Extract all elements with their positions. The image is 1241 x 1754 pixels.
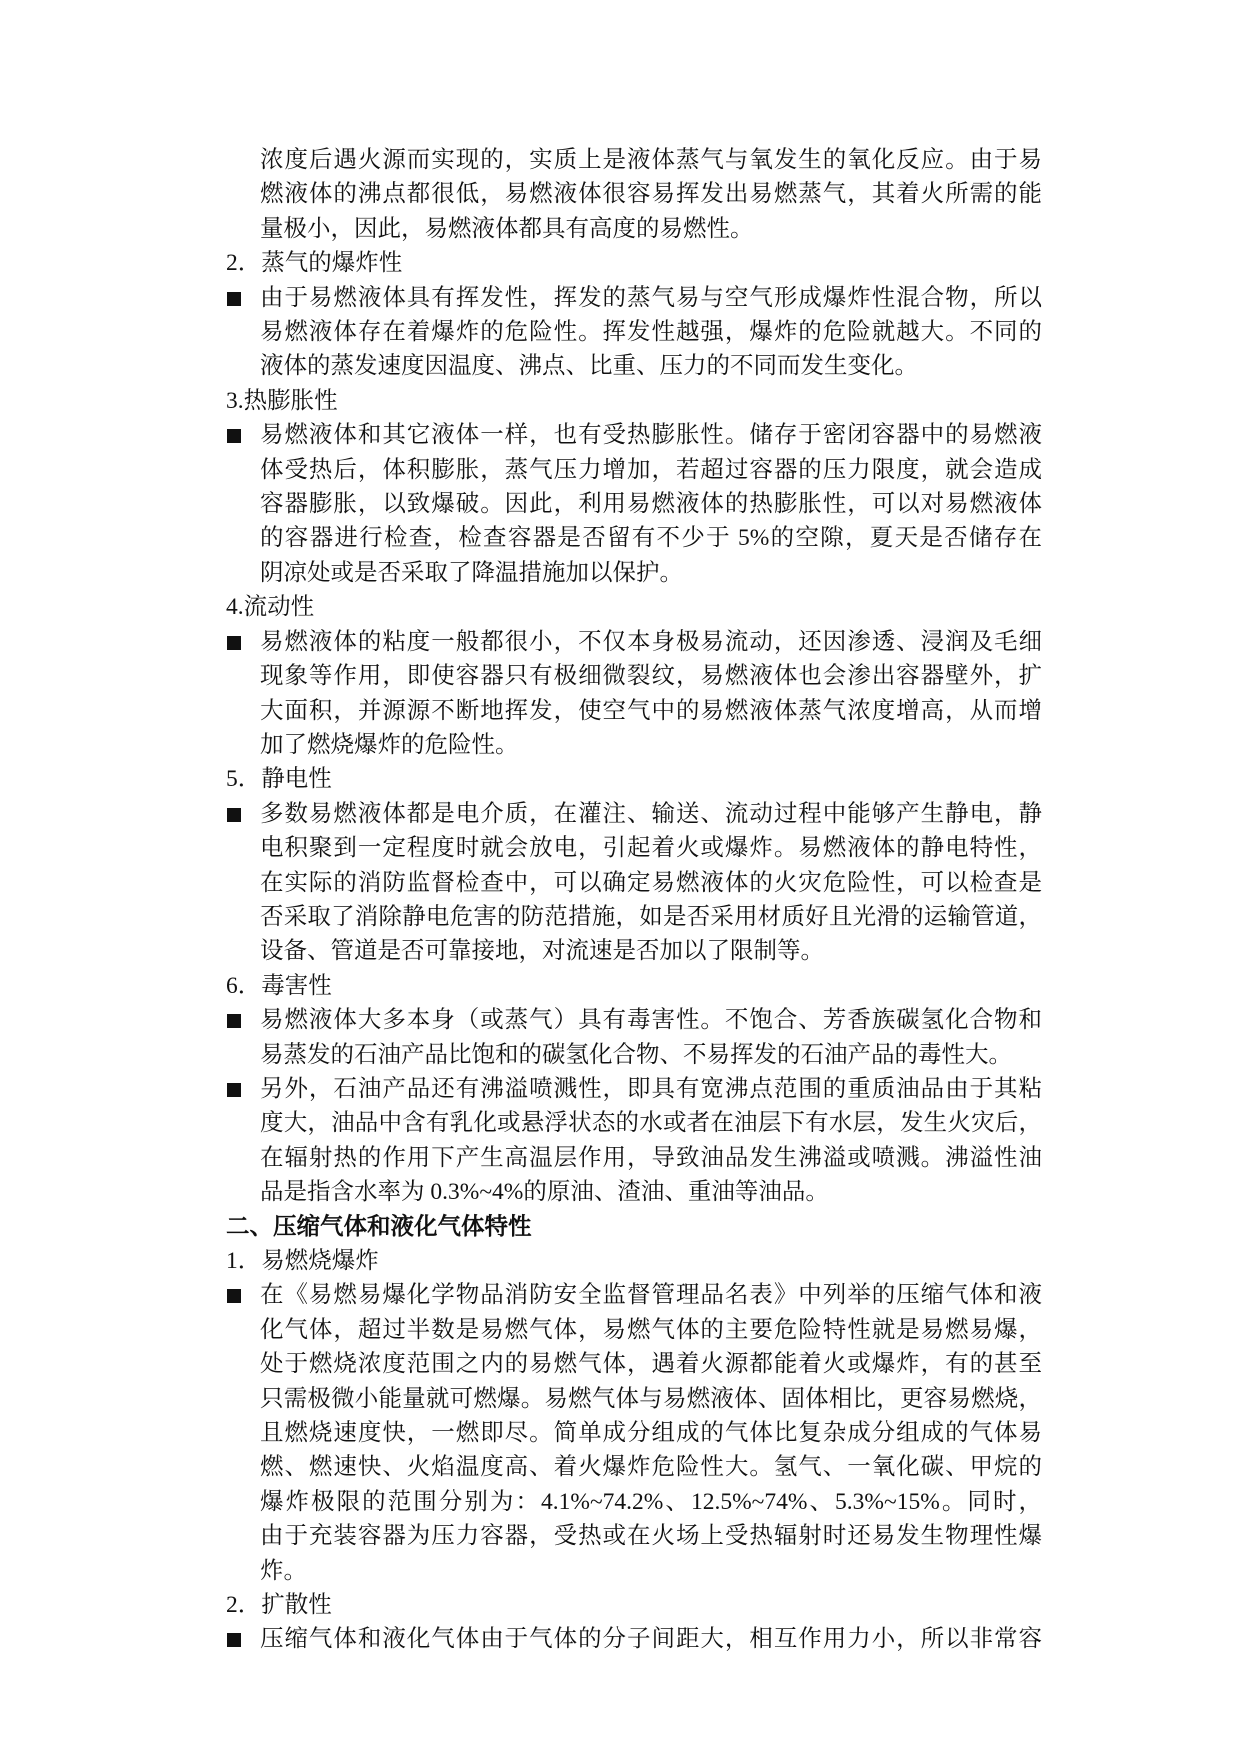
text-line: 体受热后，体积膨胀，蒸气压力增加，若超过容器的压力限度，就会造成	[260, 456, 1042, 483]
text-line: 易蒸发的石油产品比饱和的碳氢化合物、不易挥发的石油产品的毒性大。	[260, 1041, 1012, 1068]
text-line: 容器膨胀，以致爆破。因此，利用易燃液体的热膨胀性，可以对易燃液体	[260, 491, 1042, 518]
bullet-paragraph	[226, 281, 1042, 384]
text-line: 量极小，因此，易燃液体都具有高度的易燃性。	[260, 215, 754, 242]
text-line: 否采取了消除静电危害的防范措施，如是否采用材质好且光滑的运输管道，	[260, 903, 1042, 930]
text-line: 电积聚到一定程度时就会放电，引起着火或爆炸。易燃液体的静电特性，	[260, 835, 1042, 862]
square-bullet-icon	[227, 1083, 241, 1097]
text-line: 只需极微小能量就可燃爆。易燃气体与易燃液体、固体相比，更容易燃烧，	[260, 1385, 1042, 1412]
bullet-paragraph	[226, 1278, 1042, 1588]
section-heading: 二、压缩气体和液化气体特性	[226, 1213, 532, 1240]
paragraph	[226, 143, 1042, 246]
text-line: 炸。	[260, 1557, 307, 1584]
text-line: 燃液体的沸点都很低，易燃液体很容易挥发出易燃蒸气，其着火所需的能	[260, 181, 1042, 208]
text-line: 化气体，超过半数是易燃气体，易燃气体的主要危险特性就是易燃易爆，	[260, 1316, 1042, 1343]
square-bullet-icon	[227, 1633, 241, 1647]
bullet-paragraph	[226, 418, 1042, 590]
document-body	[226, 143, 1042, 1657]
text-line: 压缩气体和液化气体由于气体的分子间距大，相互作用力小，所以非常容	[260, 1626, 1042, 1653]
text-line: 易燃液体的粘度一般都很小，不仅本身极易流动，还因渗透、浸润及毛细	[260, 628, 1042, 655]
text-line: 燃、燃速快、火焰温度高、着火爆炸危险性大。氢气、一氧化碳、甲烷的	[260, 1454, 1042, 1481]
bullet-paragraph	[226, 797, 1042, 969]
text-line: 爆炸极限的范围分别为：4.1%~74.2%、12.5%~74%、5.3%~15%。同时，	[260, 1488, 1042, 1515]
subsection-heading: 1．易燃烧爆炸	[226, 1248, 379, 1274]
square-bullet-icon	[227, 292, 241, 306]
text-line: 设备、管道是否可靠接地，对流速是否加以了限制等。	[260, 938, 824, 965]
subsection-heading: 2．扩散性	[226, 1592, 332, 1619]
text-line: 由于易燃液体具有挥发性，挥发的蒸气易与空气形成爆炸性混合物，所以	[260, 284, 1042, 311]
text-line: 在实际的消防监督检查中，可以确定易燃液体的火灾危险性，可以检查是	[260, 869, 1042, 896]
text-line: 多数易燃液体都是电介质，在灌注、输送、流动过程中能够产生静电，静	[260, 800, 1042, 827]
text-line: 大面积，并源源不断地挥发，使空气中的易燃液体蒸气浓度增高，从而增	[260, 697, 1042, 724]
text-line: 度大，油品中含有乳化或悬浮状态的水或者在油层下有水层，发生火灾后，	[260, 1110, 1042, 1137]
square-bullet-icon	[227, 1289, 241, 1303]
text-line: 且燃烧速度快，一燃即尽。简单成分组成的气体比复杂成分组成的气体易	[260, 1420, 1042, 1447]
subsection-heading: 2．蒸气的爆炸性	[226, 250, 403, 277]
text-line: 阴凉处或是否采取了降温措施加以保护。	[260, 559, 683, 586]
text-line: 液体的蒸发速度因温度、沸点、比重、压力的不同而发生变化。	[260, 353, 918, 380]
text-line: 在《易燃易爆化学物品消防安全监督管理品名表》中列举的压缩气体和液	[260, 1282, 1042, 1309]
bullet-paragraph	[226, 625, 1042, 763]
text-line: 另外，石油产品还有沸溢喷溅性，即具有宽沸点范围的重质油品由于其粘	[260, 1075, 1042, 1102]
text-line: 处于燃烧浓度范围之内的易燃气体，遇着火源都能着火或爆炸，有的甚至	[260, 1351, 1042, 1378]
bullet-paragraph	[226, 1072, 1042, 1210]
square-bullet-icon	[227, 636, 241, 650]
subsection-heading: 3.热膨胀性	[226, 387, 338, 414]
text-line: 由于充装容器为压力容器，受热或在火场上受热辐射时还易发生物理性爆	[260, 1523, 1042, 1550]
bullet-paragraph	[226, 1622, 1042, 1656]
text-line: 加了燃烧爆炸的危险性。	[260, 731, 519, 758]
square-bullet-icon	[227, 1014, 241, 1028]
text-line: 品是指含水率为 0.3%~4%的原油、渣油、重油等油品。	[260, 1179, 829, 1206]
bullet-paragraph	[226, 1003, 1042, 1072]
subsection-heading: 4.流动性	[226, 594, 315, 621]
square-bullet-icon	[227, 808, 241, 822]
subsection-heading: 5．静电性	[226, 766, 332, 793]
text-line: 易燃液体大多本身（或蒸气）具有毒害性。不饱合、芳香族碳氢化合物和	[260, 1007, 1042, 1034]
text-line: 现象等作用，即使容器只有极细微裂纹，易燃液体也会渗出容器壁外，扩	[260, 663, 1042, 690]
text-line: 的容器进行检查，检查容器是否留有不少于 5%的空隙，夏天是否储存在	[260, 525, 1042, 552]
square-bullet-icon	[227, 429, 241, 443]
subsection-heading: 6．毒害性	[226, 972, 332, 999]
text-line: 易燃液体存在着爆炸的危险性。挥发性越强，爆炸的危险就越大。不同的	[260, 319, 1042, 346]
text-line: 浓度后遇火源而实现的，实质上是液体蒸气与氧发生的氧化反应。由于易	[260, 147, 1042, 173]
text-line: 在辐射热的作用下产生高温层作用，导致油品发生沸溢或喷溅。沸溢性油	[260, 1144, 1042, 1171]
text-line: 易燃液体和其它液体一样，也有受热膨胀性。储存于密闭容器中的易燃液	[260, 422, 1042, 449]
